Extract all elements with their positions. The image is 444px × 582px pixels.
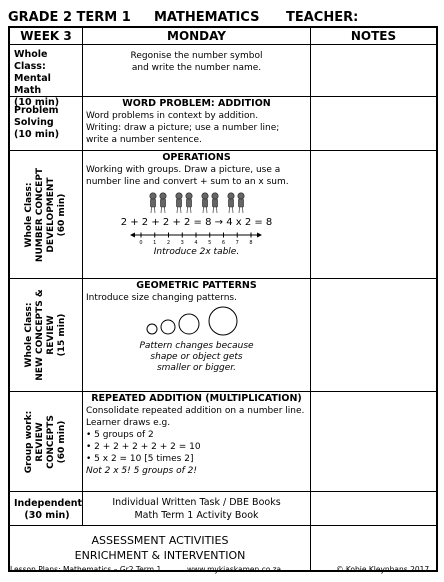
day-header: MONDAY [83,28,311,44]
independent-notes[interactable] [311,492,436,525]
pattern-caption: Pattern changes because shape or object gets smaller or bigger. [139,341,254,373]
review-concepts-row [10,392,436,492]
independent-label: Independent (30 min) [10,492,83,525]
review-concepts-content: REPEATED ADDITION (MULTIPLICATION) Consolidate repeated addition on a number line. Learner draws e.g. • 5 groups of 2 • 2 + 2 + 2 + 2 + 2 = 10 • 5 x 2 = 10 [5 times 2] Not 2 x 5! 5 groups of 2! [83,392,311,491]
number-line-tick-label: 1 [153,240,157,246]
footer-website[interactable]: www.mykiaskamen.co.za [187,565,282,574]
number-line-tick-label: 0 [139,240,143,246]
page-header [8,6,438,28]
new-concepts-label: Whole Class: NEW CONCEPTS & REVIEW (15 min) [10,279,83,391]
number-concept-label: Whole Class: NUMBER CONCEPT DEVELOPMENT (60 min) [10,151,83,278]
number-line-tick-label: 8 [249,240,253,246]
problem-solving-label: Problem Solving (10 min) [10,97,83,150]
number-line-tick-label: 3 [180,240,184,246]
number-concept-notes[interactable] [311,151,436,278]
number-line-tick-label: 6 [221,240,226,246]
footer-copyright: © Kobie Kleynhans 2017 [336,565,430,574]
lesson-plan-table [8,26,438,572]
subject-title: MATHEMATICS [154,10,260,25]
mental-math-label: Whole Class: Mental Math (10 min) [10,45,83,96]
mental-math-notes[interactable] [311,45,436,96]
number-concept-caption: Introduce 2x table. [153,247,240,257]
independent-content: Individual Written Task / DBE Books Math Term 1 Activity Book [83,492,311,525]
assessment-row [10,526,436,570]
review-concepts-notes[interactable] [311,392,436,491]
notes-header: NOTES [350,29,397,43]
new-concepts-notes[interactable] [311,279,436,391]
new-concepts-row [10,279,436,392]
grade-term-title: GRADE 2 TERM 1 [8,10,131,25]
new-concepts-content: GEOMETRIC PATTERNS Introduce size changing patterns. Pattern changes because shape or object gets smaller or bigger. [83,279,311,391]
number-line-tick-label: 7 [235,240,239,246]
footer-left: Lesson Plans: Mathematics – Gr2 Term 1 [10,565,162,574]
number-line [83,230,309,246]
review-concepts-label: Group work: REVIEW CONCEPTS (60 min) [10,392,83,491]
mental-math-content: Regonise the number symbol and write the number name. [83,45,311,96]
number-line-tick-label: 4 [194,240,198,246]
size-pattern-circles [83,304,309,340]
mental-math-row [10,45,436,108]
teacher-label: TEACHER: [286,10,359,25]
week-header: WEEK 3 [10,28,83,44]
assessment-notes[interactable] [311,526,436,570]
number-concept-content: OPERATIONS Working with groups. Draw a picture, use a number line and convert + sum to an x sum. 2 + 2 + 2 + 2 = 8 → 4 x 2 = 8 0 1 2 3 4 5 6 7 8 Introduce 2x table. [83,151,311,278]
independent-row [10,492,436,526]
number-line-tick-label: 5 [208,240,212,246]
number-concept-row [10,151,436,279]
problem-solving-content: WORD PROBLEM: ADDITION Word problems in context by addition. Writing: draw a picture; use a number line; write a number sentence. [83,97,311,150]
problem-solving-row [10,97,436,151]
children-groups-illustration [83,190,309,216]
repeated-addition-equation: 2 + 2 + 2 + 2 = 8 → 4 x 2 = 8 [120,217,273,228]
problem-solving-notes[interactable] [311,97,436,150]
number-line-tick-label: 2 [166,240,171,246]
table-header-row [10,28,436,45]
assessment-content: ASSESSMENT ACTIVITIES ENRICHMENT & INTERVENTION [10,526,311,570]
